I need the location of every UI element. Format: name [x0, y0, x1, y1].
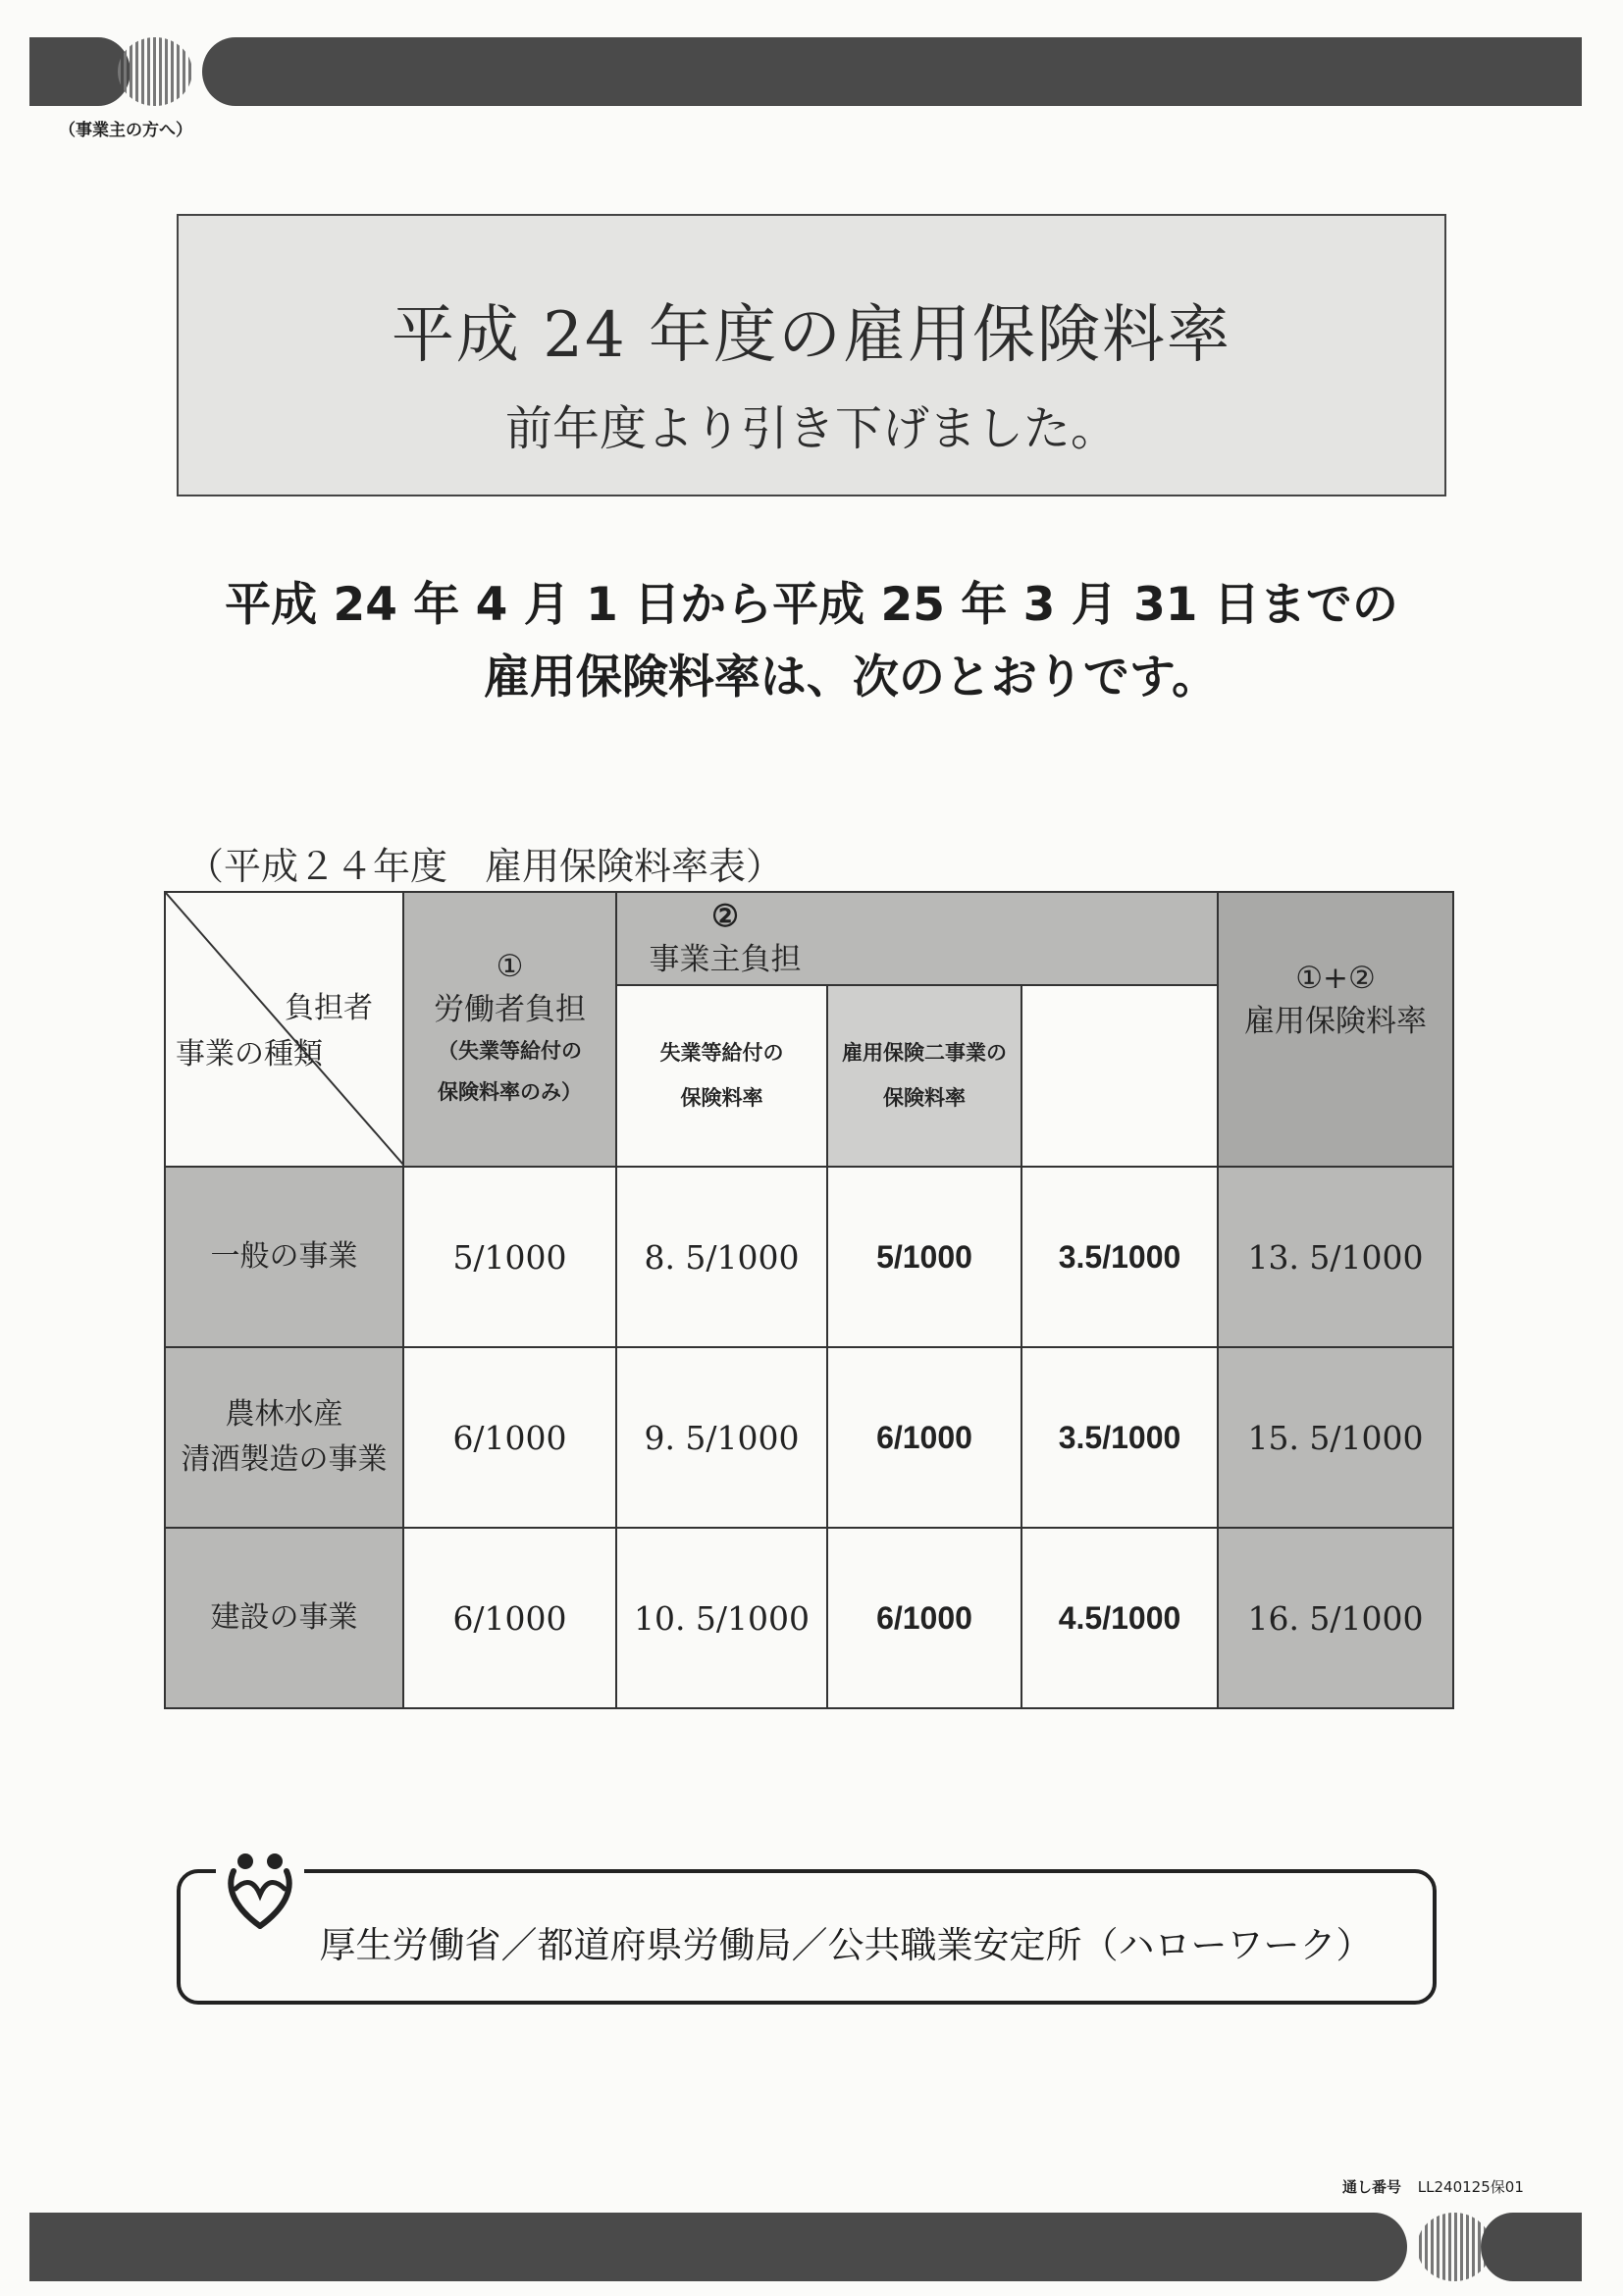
header-total-label: 雇用保険料率	[1244, 1004, 1427, 1039]
cell-total-rate: 15. 5/1000	[1218, 1347, 1453, 1528]
cell-two-programs-rate: 3.5/1000	[1021, 1167, 1218, 1347]
statement-line-2: 雇用保険料率は、次のとおりです。	[483, 651, 1219, 704]
footer-organizations: 厚生労働省／都道府県労働局／公共職業安定所（ハローワーク）	[319, 1924, 1373, 1966]
header-employer-num: ②	[711, 899, 739, 935]
header-worker-num: ①	[496, 949, 524, 984]
table-row	[165, 1528, 1453, 1708]
row-type-line-2: 清酒製造の事業	[181, 1442, 388, 1477]
rate-table	[164, 891, 1454, 1709]
cell-total-rate: 13. 5/1000	[1218, 1167, 1453, 1347]
header-worker-label: 労働者負担	[434, 992, 586, 1027]
cell-unemployment-rate: 5/1000	[827, 1167, 1021, 1347]
statement-line-1: 平成 24 年 4 月 1 日から平成 25 年 3 月 31 日までの	[225, 578, 1398, 632]
table-row	[165, 1167, 1453, 1347]
header-total-num: ①+②	[1295, 961, 1376, 996]
row-type-construction: 建設の事業	[165, 1528, 403, 1708]
header-employer-share	[616, 892, 1218, 985]
header-unemployment-line-2: 保険料率	[680, 1086, 763, 1111]
header-worker-note-2: 保険料率のみ）	[438, 1081, 582, 1104]
diagonal-line	[166, 893, 404, 1166]
row-type-general: 一般の事業	[165, 1167, 403, 1347]
header-two-programs-rate	[827, 985, 1021, 1167]
title-box	[177, 214, 1446, 496]
table-row	[165, 1347, 1453, 1528]
header-worker-share	[403, 892, 616, 1167]
cell-worker-rate: 5/1000	[403, 1167, 616, 1347]
page-title: 平成 24 年度の雇用保険料率	[391, 299, 1232, 372]
footer-band	[29, 2213, 1582, 2281]
cell-employer-rate: 8. 5/1000	[616, 1167, 827, 1347]
table-corner-cell	[165, 892, 403, 1167]
cell-unemployment-rate: 6/1000	[827, 1347, 1021, 1528]
header-worker-note-1: （失業等給付の	[438, 1040, 582, 1063]
table-caption: （平成２４年度 雇用保険料率表）	[186, 845, 784, 888]
serial-number	[1342, 2176, 1524, 2197]
cell-unemployment-rate: 6/1000	[827, 1528, 1021, 1708]
corner-label-business-type	[176, 1032, 323, 1077]
cell-worker-rate: 6/1000	[403, 1528, 616, 1708]
serial-label: 通し番号	[1342, 2178, 1402, 2196]
header-band	[29, 37, 1582, 106]
header-unemployment-line-1: 失業等給付の	[659, 1041, 784, 1066]
cell-two-programs-rate: 4.5/1000	[1021, 1528, 1218, 1708]
audience-label: （事業主の方へ）	[59, 121, 192, 140]
cell-employer-rate: 10. 5/1000	[616, 1528, 827, 1708]
header-unemployment-rate	[616, 985, 827, 1167]
corner-label-text: 事業の種類	[176, 1037, 323, 1071]
header-two-programs-line-2: 保険料率	[883, 1086, 966, 1111]
cell-two-programs-rate: 3.5/1000	[1021, 1347, 1218, 1528]
row-type-line-1: 農林水産	[225, 1397, 343, 1432]
period-statement	[0, 569, 1623, 714]
cell-total-rate: 16. 5/1000	[1218, 1528, 1453, 1708]
header-employer-label: 事業主負担	[649, 942, 802, 978]
cell-worker-rate: 6/1000	[403, 1347, 616, 1528]
row-type-agriculture	[165, 1347, 403, 1528]
header-two-programs-line-1: 雇用保険二事業の	[842, 1041, 1007, 1066]
page-subtitle: 前年度より引き下げました。	[504, 401, 1118, 456]
corner-label-payer: 負担者	[285, 991, 373, 1025]
header-total-rate	[1218, 892, 1453, 1167]
serial-value: LL240125保01	[1417, 2178, 1524, 2196]
cell-employer-rate: 9. 5/1000	[616, 1347, 827, 1528]
